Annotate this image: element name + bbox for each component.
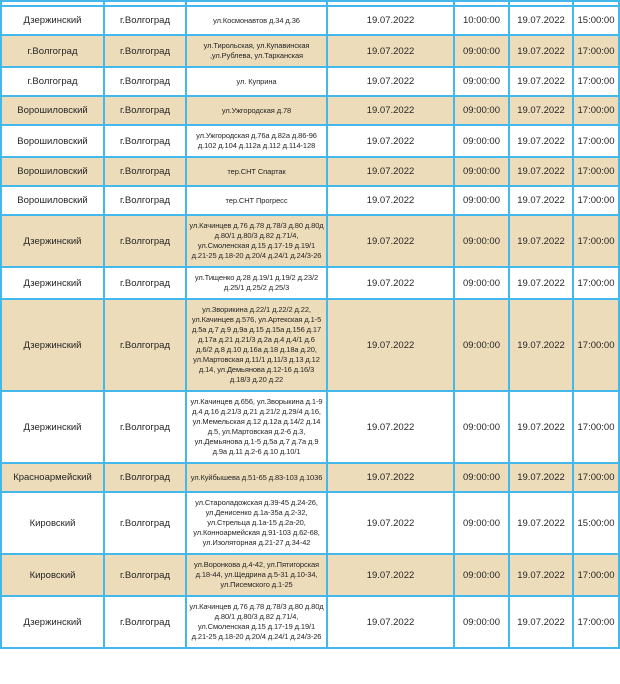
table-row (1, 554, 619, 596)
cell-district: Красноармейский (1, 463, 104, 492)
cell-end-time: 17:00:00 (573, 554, 619, 596)
cell-start-date: 19.07.2022 (327, 267, 454, 299)
cell-city: г.Волгоград (104, 554, 186, 596)
cell-address: ул.Качинцев д.76 д.78 д.78/3 д.80 д.80д д.80/1 д.80/3 д.82 д.71/4, ул.Смоленская д.15 д.17-19 д.19/1 д.21-25 д.18-20 д.20/4 д.24/1 д.24/3-26 (186, 215, 327, 267)
cell-start-date: 19.07.2022 (327, 596, 454, 648)
cell-district: Дзержинский (1, 267, 104, 299)
cell-start-time: 09:00:00 (454, 67, 509, 96)
cell-start-time: 09:00:00 (454, 554, 509, 596)
cell-address: ул.Качинцев д.76 д.78 д.78/3 д.80 д.80д д.80/1 д.80/3 д.82 д.71/4, ул.Смоленская д.15 д.17-19 д.19/1 д.21-25 д.18-20 д.20/4 д.24/1 д.24/3-26 (186, 596, 327, 648)
cell-address: ул.Ужгородская д.76а д.82а д.86-96 д.102 д.104 д.112а д.112 д.114-128 (186, 125, 327, 157)
cell-start-time: 09:00:00 (454, 186, 509, 215)
cell-district: Ворошиловский (1, 125, 104, 157)
cell-address: ул.Зворикина д.22/1 д.22/2 д.22, ул.Качинцев д.576, ул.Артекская д.1-5 д.5а д.7 д.9 д.9а д.15 д.15а д.156 д.17 д.17а д.21 д.21/3 д.2а д.4 д.4/1 д.6 д.6/2 д.8 д.10 д.16а д.18 д.18а д.20, ул.Мартовская д.11/1 д.11/3 д.13 д.12 д.14, ул.Демьянова д.12-16 д.16/3 д.18/3 д.20 д.22 (186, 299, 327, 391)
cell-end-date: 19.07.2022 (509, 96, 573, 125)
cell-district: Ворошиловский (1, 157, 104, 186)
cell-address: ул. Куприна (186, 67, 327, 96)
cell-end-date: 19.07.2022 (509, 299, 573, 391)
cell-start-date: 19.07.2022 (327, 554, 454, 596)
cell-start-date: 19.07.2022 (327, 463, 454, 492)
cell-start-date: 19.07.2022 (327, 299, 454, 391)
cell-city: г.Волгоград (104, 35, 186, 67)
cell-end-date: 19.07.2022 (509, 186, 573, 215)
cell-start-time: 09:00:00 (454, 463, 509, 492)
table-row (1, 463, 619, 492)
cell-city: г.Волгоград (104, 186, 186, 215)
table-row (1, 125, 619, 157)
cell-district: Дзержинский (1, 299, 104, 391)
cell-end-time: 17:00:00 (573, 186, 619, 215)
cell-address: ул.Ужгородская д.78 (186, 96, 327, 125)
cell-start-date: 19.07.2022 (327, 186, 454, 215)
cell-start-date: 19.07.2022 (327, 67, 454, 96)
cell-address: ул.Качинцев д.656, ул.Зворыкина д.1-9 д.4 д.16 д.21/3 д.21 д.21/2 д.29/4 д.16, ул.Мемельская д.12 д.12а д.14/2 д.14 д.5, ул.Мартовская д.2-6 д.3, ул.Демьянова д.1-5 д.5а д.7 д.7а д.9 д.9а д.11 д.2-6 д.10 д.10/1 (186, 391, 327, 463)
cell-address: ул.Тирольская, ул.Купавинская ,ул.Рублева, ул.Тарханская (186, 35, 327, 67)
cell-district: Дзержинский (1, 215, 104, 267)
cell-end-time: 17:00:00 (573, 596, 619, 648)
cell-start-time: 09:00:00 (454, 391, 509, 463)
cell-district: Кировский (1, 554, 104, 596)
cell-end-date: 19.07.2022 (509, 35, 573, 67)
table-row (1, 596, 619, 648)
cell-start-time: 09:00:00 (454, 215, 509, 267)
cell-city: г.Волгоград (104, 299, 186, 391)
cell-start-time: 09:00:00 (454, 299, 509, 391)
table-row (1, 67, 619, 96)
table-row (1, 186, 619, 215)
cell-end-date: 19.07.2022 (509, 554, 573, 596)
cell-address: тер.СНТ Спартак (186, 157, 327, 186)
cell-end-date: 19.07.2022 (509, 67, 573, 96)
table-row (1, 215, 619, 267)
cell-end-time: 17:00:00 (573, 391, 619, 463)
cell-start-date: 19.07.2022 (327, 125, 454, 157)
cell-end-time: 17:00:00 (573, 96, 619, 125)
cell-start-date: 19.07.2022 (327, 35, 454, 67)
cell-end-date: 19.07.2022 (509, 463, 573, 492)
table-row (1, 267, 619, 299)
cell-end-time: 15:00:00 (573, 492, 619, 554)
cell-address: ул.Куйбышева д.51-65 д.83-103 д.1036 (186, 463, 327, 492)
cell-end-time: 17:00:00 (573, 125, 619, 157)
cell-end-date: 19.07.2022 (509, 492, 573, 554)
cell-start-date: 19.07.2022 (327, 6, 454, 35)
cell-end-time: 17:00:00 (573, 267, 619, 299)
cell-end-time: 15:00:00 (573, 6, 619, 35)
cell-end-date: 19.07.2022 (509, 215, 573, 267)
cell-end-time: 17:00:00 (573, 35, 619, 67)
cell-city: г.Волгоград (104, 215, 186, 267)
cell-address: ул.Воронкова д.4-42, ул.Пятигорская д.18-44, ул.Щедрина д.5-31 д.10-34, ул.Писемского д.1-25 (186, 554, 327, 596)
cell-start-time: 09:00:00 (454, 492, 509, 554)
table-row (1, 6, 619, 35)
cell-address: ул.Космонавтов д.34 д.36 (186, 6, 327, 35)
table-row (1, 299, 619, 391)
cell-start-time: 09:00:00 (454, 596, 509, 648)
table-row (1, 157, 619, 186)
cell-district: Дзержинский (1, 391, 104, 463)
cell-city: г.Волгоград (104, 67, 186, 96)
table-row (1, 35, 619, 67)
cell-address: ул.Староладожская д.39-45 д.24-26, ул.Денисенко д.1а-35а д.2-32, ул.Стрельца д.1а-15 д.2а-20, ул.Конноармейская д.91-103 д.62-68, ул.Изоляторная д.21-27 д.34-42 (186, 492, 327, 554)
cell-start-time: 09:00:00 (454, 267, 509, 299)
cell-end-date: 19.07.2022 (509, 267, 573, 299)
cell-district: г.Волгоград (1, 35, 104, 67)
cell-city: г.Волгоград (104, 463, 186, 492)
table-row (1, 96, 619, 125)
cell-end-date: 19.07.2022 (509, 391, 573, 463)
cell-start-date: 19.07.2022 (327, 492, 454, 554)
cell-city: г.Волгоград (104, 596, 186, 648)
cell-end-time: 17:00:00 (573, 215, 619, 267)
cell-district: г.Волгоград (1, 67, 104, 96)
cell-district: Кировский (1, 492, 104, 554)
cell-start-time: 09:00:00 (454, 96, 509, 125)
cell-city: г.Волгоград (104, 157, 186, 186)
cell-address: ул.Тищенко д.28 д.19/1 д.19/2 д.23/2 д.25/1 д.25/2 д.25/3 (186, 267, 327, 299)
cell-address: тер.СНТ Прогресс (186, 186, 327, 215)
cell-city: г.Волгоград (104, 125, 186, 157)
cell-city: г.Волгоград (104, 391, 186, 463)
schedule-table-body (1, 1, 619, 648)
cell-end-time: 17:00:00 (573, 299, 619, 391)
cell-start-time: 09:00:00 (454, 157, 509, 186)
cell-end-date: 19.07.2022 (509, 125, 573, 157)
cell-city: г.Волгоград (104, 267, 186, 299)
cell-district: Дзержинский (1, 596, 104, 648)
cell-city: г.Волгоград (104, 492, 186, 554)
cell-start-date: 19.07.2022 (327, 157, 454, 186)
cell-start-date: 19.07.2022 (327, 391, 454, 463)
cell-end-date: 19.07.2022 (509, 6, 573, 35)
cell-district: Дзержинский (1, 6, 104, 35)
cell-city: г.Волгоград (104, 6, 186, 35)
cell-end-time: 17:00:00 (573, 67, 619, 96)
table-row (1, 492, 619, 554)
cell-district: Ворошиловский (1, 96, 104, 125)
cell-start-date: 19.07.2022 (327, 215, 454, 267)
cell-end-time: 17:00:00 (573, 157, 619, 186)
cell-start-time: 09:00:00 (454, 125, 509, 157)
cell-district: Ворошиловский (1, 186, 104, 215)
cell-city: г.Волгоград (104, 96, 186, 125)
cell-end-date: 19.07.2022 (509, 596, 573, 648)
table-row (1, 391, 619, 463)
cell-end-time: 17:00:00 (573, 463, 619, 492)
cell-end-date: 19.07.2022 (509, 157, 573, 186)
cell-start-time: 09:00:00 (454, 35, 509, 67)
cell-start-date: 19.07.2022 (327, 96, 454, 125)
cell-start-time: 10:00:00 (454, 6, 509, 35)
